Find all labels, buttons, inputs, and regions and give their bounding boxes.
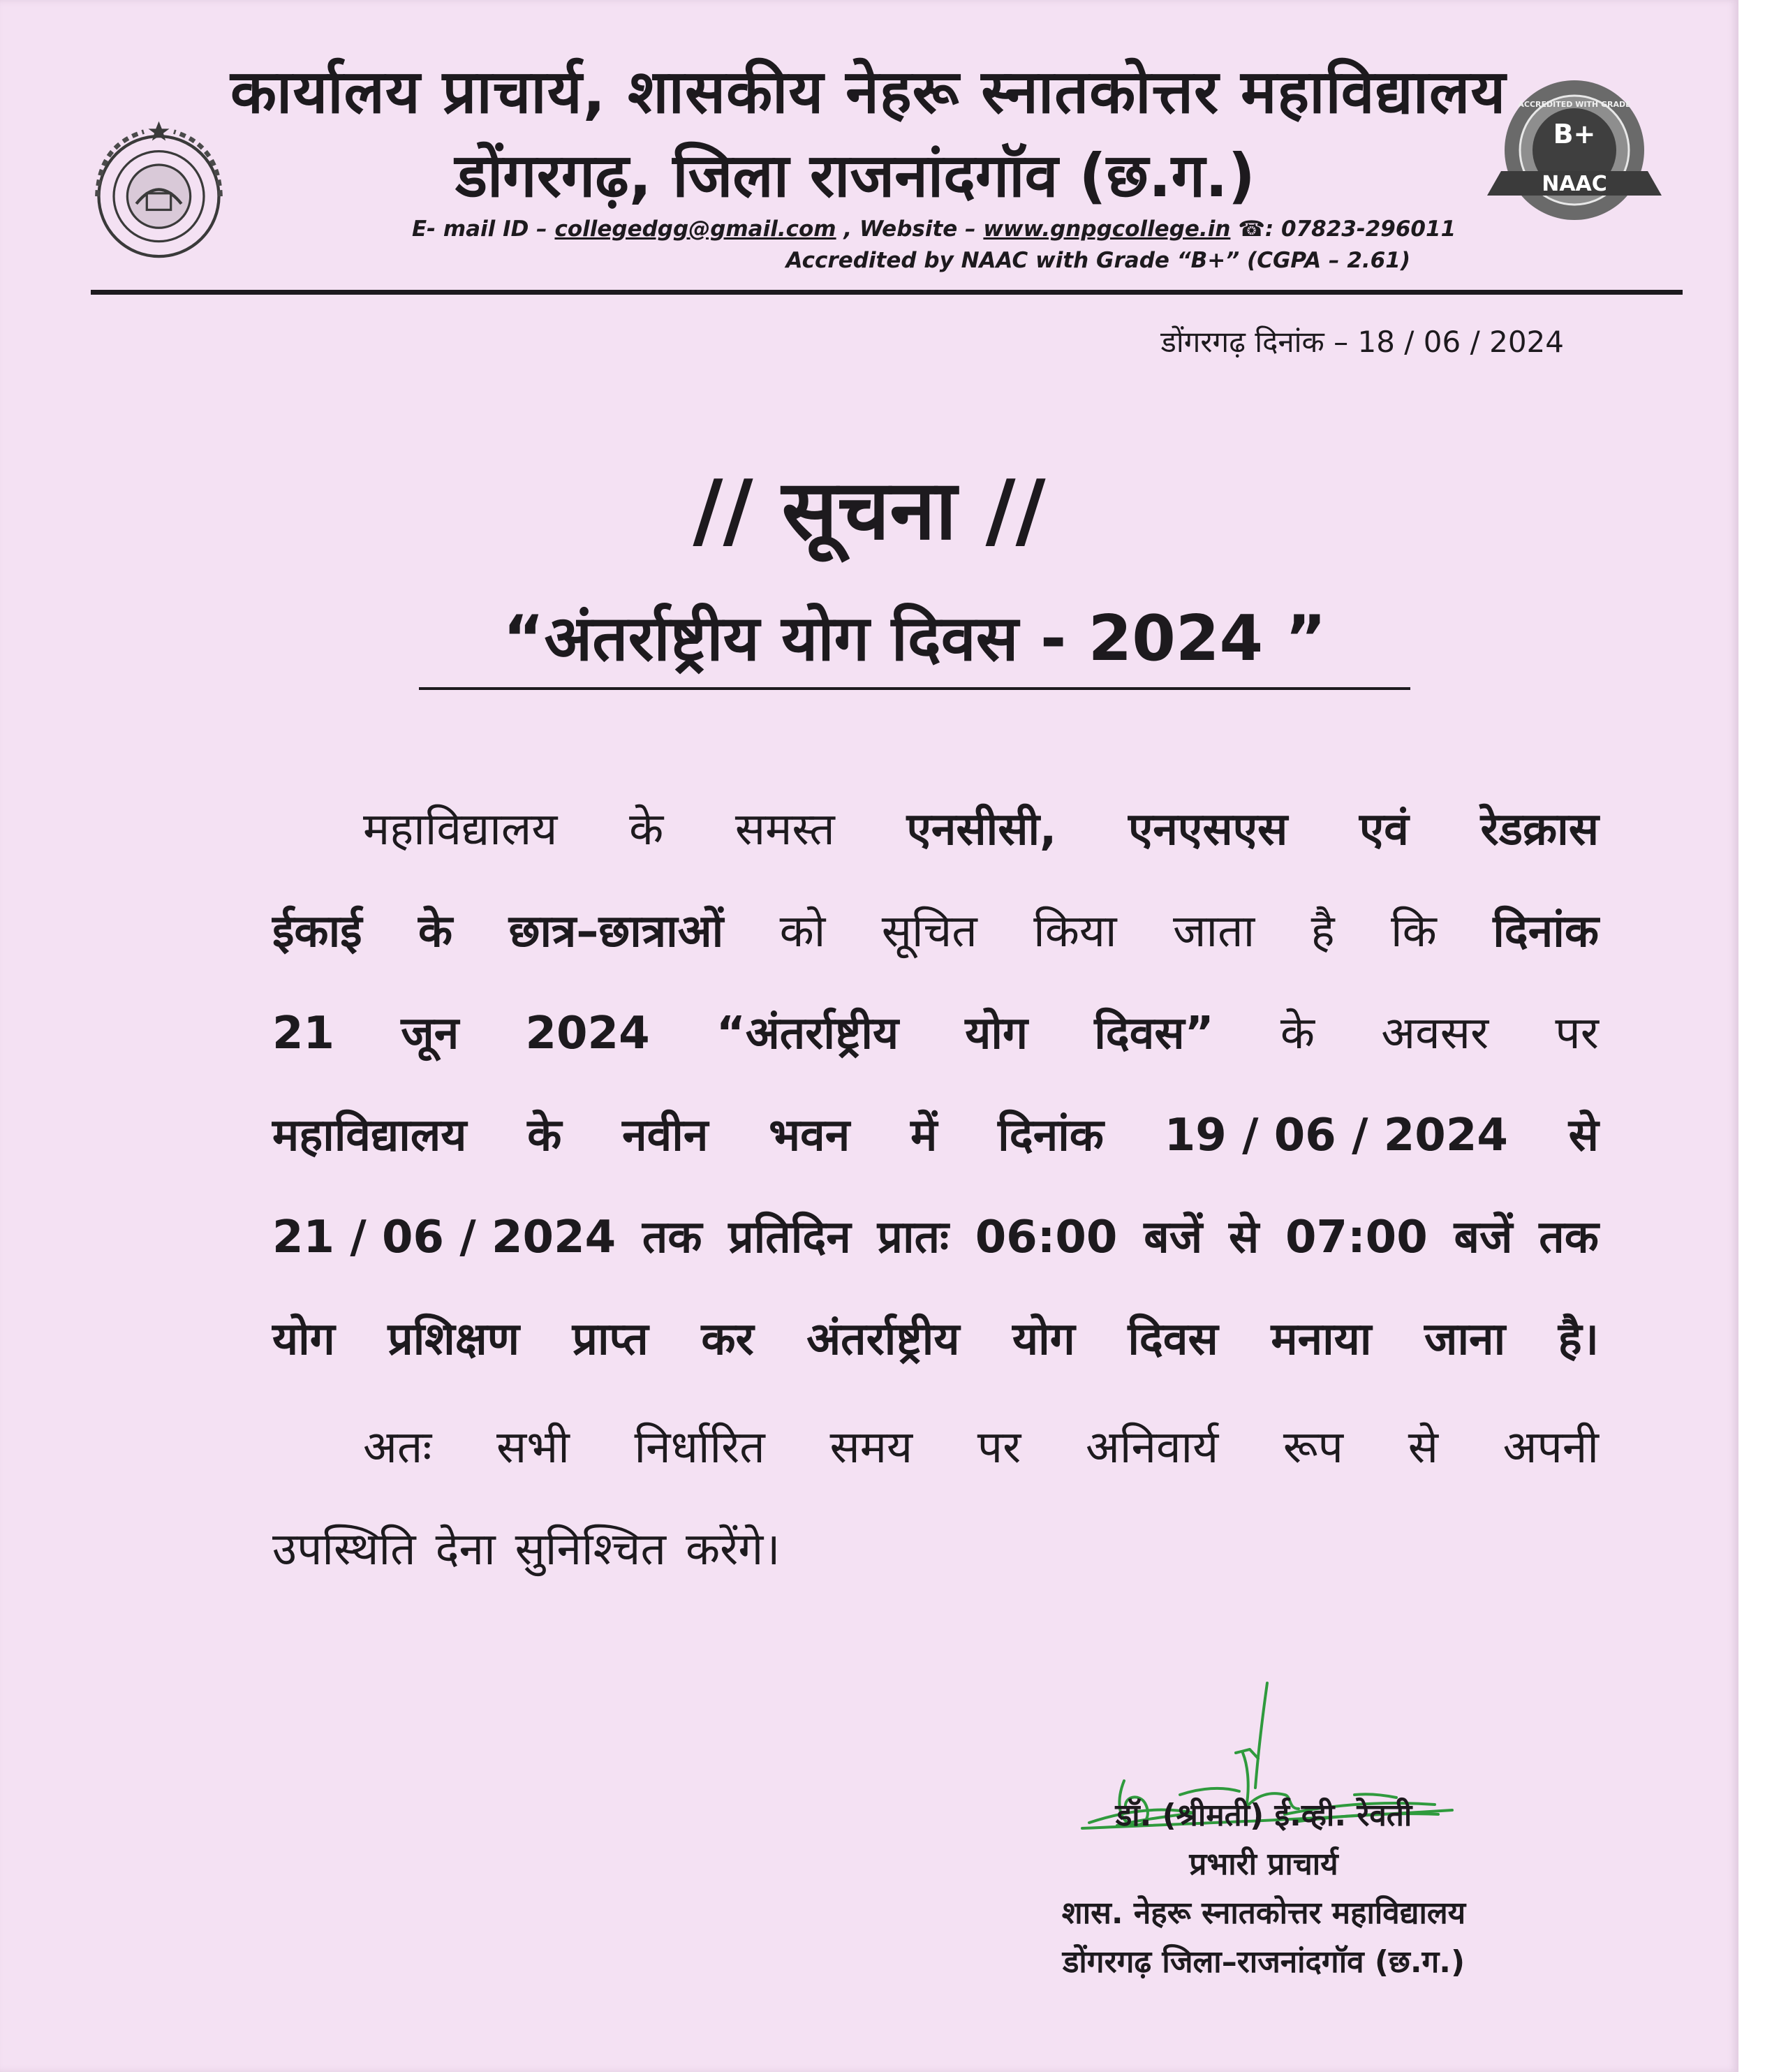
word: के	[629, 804, 664, 855]
email-address: collegedgg@gmail.com	[554, 216, 836, 242]
word: महाविद्यालय	[363, 804, 558, 855]
word: से	[1229, 1212, 1260, 1263]
word: पर	[1555, 1008, 1599, 1059]
word: प्रशिक्षण	[387, 1314, 519, 1365]
scan-edge	[1738, 0, 1765, 2072]
header-divider	[91, 290, 1683, 295]
office-title: कार्यालय प्राचार्य, शासकीय नेहरू स्नातकोत्तर महाविद्यालय	[230, 57, 1507, 127]
college-seal-icon	[84, 115, 234, 265]
paragraph-line	[272, 983, 1599, 1085]
word: कर	[701, 1314, 754, 1365]
naac-grade: B+	[1553, 119, 1596, 149]
word: ईकाई	[272, 906, 362, 957]
word: 19 / 06 / 2024	[1164, 1110, 1508, 1161]
word: जाना	[1424, 1314, 1506, 1365]
naac-accreditation-line: Accredited by NAAC with Grade “B+” (CGPA – 2.61)	[785, 248, 1410, 273]
notice-heading: // सूचना //	[693, 462, 1046, 558]
word: समस्त	[734, 804, 835, 855]
word: 21 / 06 / 2024	[272, 1212, 616, 1263]
word: में	[910, 1110, 938, 1161]
word: अंतर्राष्ट्रीय	[806, 1314, 960, 1365]
word: किया	[1033, 906, 1117, 957]
word: प्रातः	[877, 1212, 949, 1263]
paragraph-line	[272, 1499, 1599, 1601]
word: निर्धारित	[634, 1422, 765, 1474]
notice-paragraph-2	[272, 1397, 1599, 1601]
word: छात्र–छात्राओं	[508, 906, 724, 957]
signatory-designation: प्रभारी प्राचार्य	[1189, 1846, 1338, 1882]
email-label: E- mail ID –	[412, 216, 555, 242]
word: एनसीसी,	[906, 804, 1057, 855]
word: है	[1310, 906, 1335, 957]
signatory-block	[908, 1791, 1620, 1987]
word: है।	[1558, 1314, 1599, 1365]
word: सभी	[496, 1422, 570, 1474]
word: तक	[642, 1212, 702, 1263]
paragraph-line	[272, 1288, 1599, 1390]
word: प्राप्त	[572, 1314, 649, 1365]
office-location: डोंगरगढ़, जिला राजनांदगॉव (छ.ग.)	[455, 141, 1255, 211]
word: एनएसएस	[1128, 804, 1288, 855]
notice-subheading: “अंतर्राष्ट्रीय योग दिवस - 2024 ”	[419, 594, 1410, 690]
contact-line	[412, 216, 1456, 242]
paragraph-line	[272, 1186, 1599, 1288]
naac-ring-text: ACCREDITED WITH GRADE	[1518, 100, 1631, 109]
word: के	[527, 1110, 562, 1161]
word: सूचित	[881, 906, 977, 957]
word: रूप	[1283, 1422, 1344, 1474]
word: बजें	[1454, 1212, 1513, 1263]
word: समय	[829, 1422, 913, 1474]
word: अतः	[363, 1422, 432, 1474]
word: करेंगे।	[685, 1524, 781, 1575]
word: सुनिश्चित	[515, 1524, 666, 1575]
notice-paragraph-1	[272, 779, 1599, 1390]
word: प्रतिदिन	[728, 1212, 851, 1263]
word: 21	[272, 1008, 335, 1059]
word: 2024	[525, 1008, 650, 1059]
signatory-institution: शास. नेहरू स्नातकोत्तर महाविद्यालय	[1061, 1895, 1466, 1931]
word: अपनी	[1502, 1422, 1599, 1474]
word: जून	[401, 1008, 459, 1059]
phone-number: ☎: 07823-296011	[1230, 216, 1456, 242]
word: 06:00	[975, 1212, 1118, 1263]
word: नवीन	[622, 1110, 709, 1161]
word: तक	[1539, 1212, 1599, 1263]
word: से	[1408, 1422, 1438, 1474]
word: अवसर	[1381, 1008, 1489, 1059]
signatory-name: डॉ. (श्रीमती) ई.व्ही. रेवती	[1115, 1798, 1412, 1833]
naac-label: NAAC	[1542, 172, 1607, 196]
word: महाविद्यालय	[272, 1110, 467, 1161]
word: योग	[1012, 1314, 1075, 1365]
word: दिनांक	[998, 1110, 1104, 1161]
word: जाता	[1173, 906, 1255, 957]
word: भवन	[769, 1110, 850, 1161]
word: के	[418, 906, 453, 957]
word: देना	[435, 1524, 496, 1575]
paragraph-line	[272, 1085, 1599, 1186]
word: अनिवार्य	[1085, 1422, 1219, 1474]
word: 07:00	[1285, 1212, 1428, 1263]
website-label: , Website –	[836, 216, 984, 242]
word: कि	[1391, 906, 1437, 957]
word: दिवस”	[1094, 1008, 1214, 1059]
paragraph-line	[272, 881, 1599, 983]
word: योग	[965, 1008, 1028, 1059]
word: को	[779, 906, 826, 957]
word: रेडक्रास	[1480, 804, 1599, 855]
word: उपस्थिति	[272, 1524, 416, 1575]
word: एवं	[1359, 804, 1409, 855]
website-address: www.gnpgcollege.in	[983, 216, 1231, 242]
word: दिवस	[1128, 1314, 1218, 1365]
naac-badge-icon	[1473, 73, 1676, 234]
signatory-location: डोंगरगढ़ जिला–राजनांदगॉव (छ.ग.)	[1062, 1944, 1465, 1980]
word: से	[1568, 1110, 1599, 1161]
paragraph-line	[272, 779, 1599, 881]
word: योग	[272, 1314, 335, 1365]
word: बजें	[1144, 1212, 1203, 1263]
word: दिनांक	[1493, 906, 1599, 957]
notice-date: डोंगरगढ़ दिनांक – 18 / 06 / 2024	[1160, 325, 1564, 359]
word: “अंतर्राष्ट्रीय	[716, 1008, 899, 1059]
paragraph-line	[272, 1397, 1599, 1499]
word: मनाया	[1271, 1314, 1372, 1365]
word: पर	[977, 1422, 1021, 1474]
word: के	[1280, 1008, 1315, 1059]
